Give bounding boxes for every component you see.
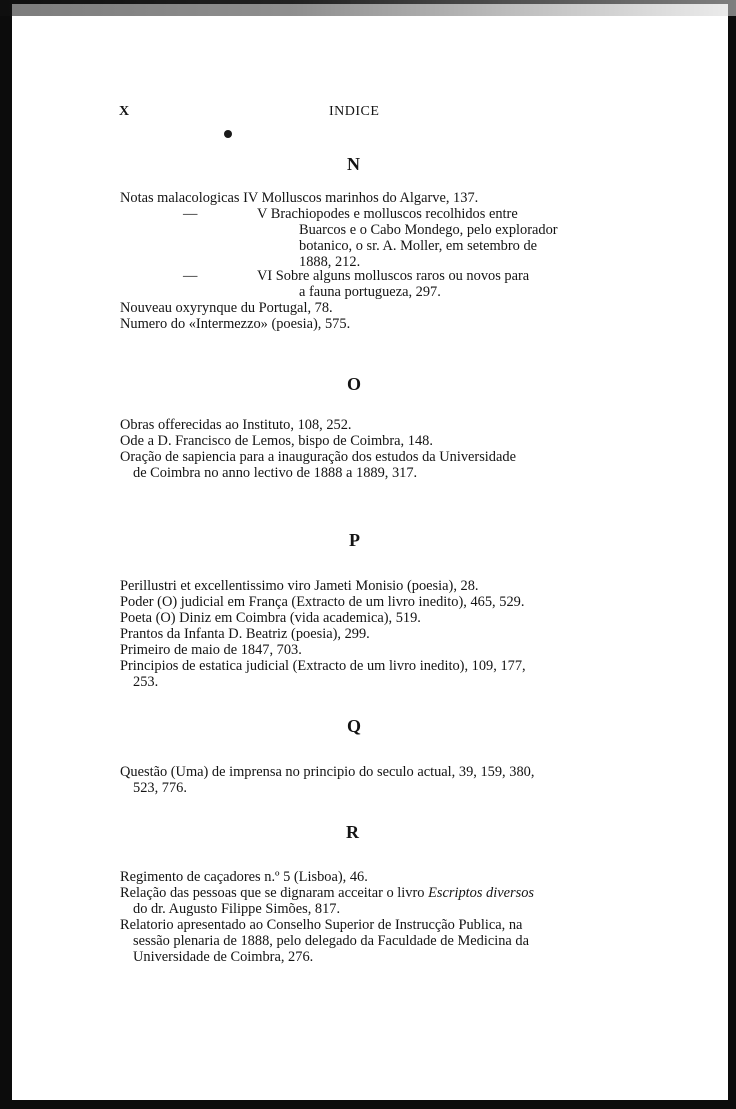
index-entry: Regimento de caçadores n.º 5 (Lisboa), 46. [120,869,368,885]
ditto-dash: — [183,206,198,222]
scan-shadow [0,0,736,16]
ink-dot [224,130,232,138]
index-entry: Questão (Uma) de imprensa no principio do seculo actual, 39, 159, 380, [120,764,535,780]
index-entry: Numero do «Intermezzo» (poesia), 575. [120,316,351,332]
index-entry: 1888, 212. [299,254,361,270]
entry-title-italic: Escriptos diversos [428,885,535,901]
index-entry: de Coimbra no anno lectivo de 1888 a 1889, 317. [133,465,418,481]
index-entry: Relatorio apresentado ao Conselho Superior de Instrucção Publica, na [120,917,523,933]
index-entry: 253. [133,674,159,690]
index-entry: Prantos da Infanta D. Beatriz (poesia), 299. [120,626,370,642]
index-entry: Nouveau oxyrynque du Portugal, 78. [120,300,333,316]
section-letter-q: Q [347,716,362,736]
index-entry: Poeta (O) Diniz em Coimbra (vida academica), 519. [120,610,421,626]
index-entry [120,885,534,901]
index-entry: Principios de estatica judicial (Extracto de um livro inedito), 109, 177, [120,658,526,674]
index-entry: do dr. Augusto Filippe Simões, 817. [133,901,341,917]
index-entry: botanico, o sr. A. Moller, em setembro de [299,238,538,254]
section-letter-o: O [347,374,362,394]
index-entry: Primeiro de maio de 1847, 703. [120,642,302,658]
entry-text: Relação das pessoas que se dignaram acceitar o livro [120,885,425,901]
ditto-dash: — [183,268,198,284]
index-entry: Buarcos e o Cabo Mondego, pelo explorador [299,222,558,238]
index-entry: Notas malacologicas IV Molluscos marinhos do Algarve, 137. [120,190,479,206]
index-entry: Obras offerecidas ao Instituto, 108, 252. [120,417,352,433]
index-entry: Oração de sapiencia para a inauguração dos estudos da Universidade [120,449,516,465]
index-entry: a fauna portugueza, 297. [299,284,441,300]
index-entry: VI Sobre alguns molluscos raros ou novos para [257,268,530,284]
section-letter-n: N [347,154,360,174]
running-head: INDICE [329,104,380,119]
index-entry: sessão plenaria de 1888, pelo delegado da Faculdade de Medicina da [133,933,529,949]
index-entry: Ode a D. Francisco de Lemos, bispo de Coimbra, 148. [120,433,433,449]
index-entry: Poder (O) judicial em França (Extracto de um livro inedito), 465, 529. [120,594,525,610]
section-letter-r: R [346,822,359,842]
page-number: X [119,104,130,119]
index-entry: V Brachiopodes e molluscos recolhidos entre [257,206,518,222]
index-entry: Universidade de Coimbra, 276. [133,949,314,965]
index-entry: 523, 776. [133,780,187,796]
index-entry: Perillustri et excellentissimo viro Jameti Monisio (poesia), 28. [120,578,479,594]
section-letter-p: P [349,530,360,550]
